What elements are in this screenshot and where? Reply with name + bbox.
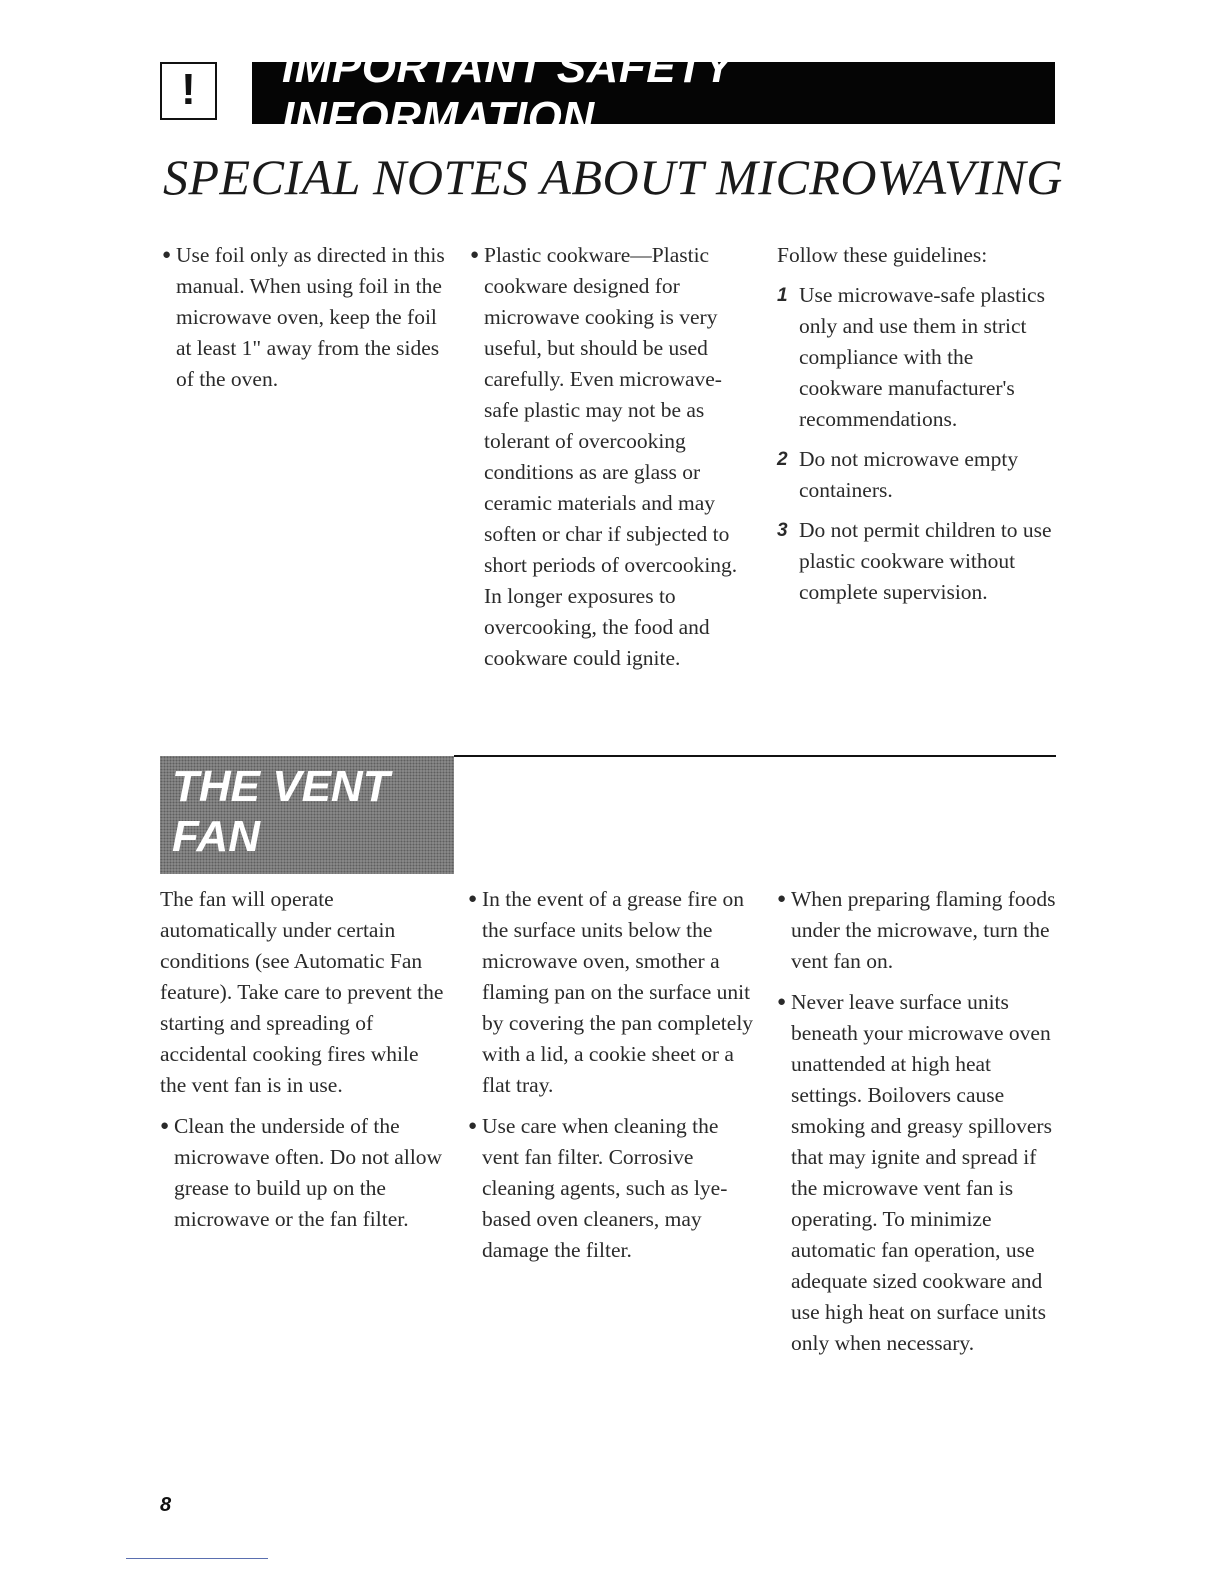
list-item: ● In the event of a grease fire on the surface units below the microwave oven, smother a flaming pan on the surface unit by covering the pan completely with a lid, a cookie sheet or a flat tray. — [468, 884, 758, 1101]
section-title-microwaving: SPECIAL NOTES ABOUT MICROWAVING — [163, 149, 1063, 205]
microwaving-column-3 — [777, 240, 1062, 608]
page-number: 8 — [160, 1494, 172, 1516]
bullet-icon: ● — [468, 891, 478, 907]
warning-icon-box — [160, 62, 217, 120]
list-item: ● Use care when cleaning the vent fan filter. Corrosive cleaning agents, such as lye-based oven cleaners, may damage the filter. — [468, 1111, 758, 1266]
microwaving-column-1 — [162, 240, 452, 395]
guideline-number: 2 — [777, 449, 788, 470]
bullet-icon: ● — [777, 891, 787, 907]
list-item: ● Never leave surface units beneath your microwave oven unattended at high heat settings. Boilovers cause smoking and greasy spillovers that may ignite and spread if the microwave vent fan is operating. To minimize automatic fan operation, use adequate sized cookware and use high heat on surface units only when necessary. — [777, 987, 1062, 1359]
footer-rule — [126, 1558, 268, 1559]
bullet-icon: ● — [777, 994, 787, 1010]
list-item: ● Clean the underside of the microwave often. Do not allow grease to build up on the microwave or the fan filter. — [160, 1111, 450, 1235]
microwaving-column-2 — [470, 240, 755, 674]
guideline-item-3: 3 Do not permit children to use plastic cookware without complete supervision. — [777, 515, 1062, 608]
bullet-icon: ● — [470, 247, 480, 263]
vent-column-1 — [160, 884, 450, 1235]
guideline-number: 1 — [777, 285, 788, 306]
vent-column-2 — [468, 884, 758, 1266]
guideline-item-1: 1 Use microwave-safe plastics only and use them in strict compliance with the cookware manufacturer's recommendations. — [777, 280, 1062, 435]
section-title-vent-fan: THE VENT FAN — [172, 762, 390, 861]
vent-intro-paragraph: The fan will operate automatically under certain conditions (see Automatic Fan feature). Take care to prevent the starting and spreading of accidental cooking fires while the vent fan is in use. — [160, 887, 444, 1097]
list-item: ● Use foil only as directed in this manual. When using foil in the microwave oven, keep the foil at least 1" away from the sides of the oven. — [162, 240, 452, 395]
bullet-icon: ● — [468, 1118, 478, 1134]
bullet-icon: ● — [160, 1118, 170, 1134]
exclamation-icon: ! — [181, 65, 196, 114]
guideline-number: 3 — [777, 520, 788, 541]
section-divider — [454, 755, 1056, 757]
list-item: ● Plastic cookware—Plastic cookware designed for microwave cooking is very useful, but should be used carefully. Even microwave-safe plastic may not be as tolerant of overcooking conditions as are glass or ceramic materials and may soften or char if subjected to short periods of overcooking. In longer exposures to overcooking, the food and cookware could ignite. — [470, 240, 755, 674]
list-item: ● When preparing flaming foods under the microwave, turn the vent fan on. — [777, 884, 1062, 977]
safety-banner: IMPORTANT SAFETY INFORMATION — [252, 62, 1055, 124]
vent-fan-heading-box — [160, 756, 454, 874]
guideline-item-2: 2 Do not microwave empty containers. — [777, 444, 1062, 506]
vent-column-3 — [777, 884, 1062, 1359]
guidelines-intro: Follow these guidelines: — [777, 243, 988, 267]
bullet-icon: ● — [162, 247, 172, 263]
